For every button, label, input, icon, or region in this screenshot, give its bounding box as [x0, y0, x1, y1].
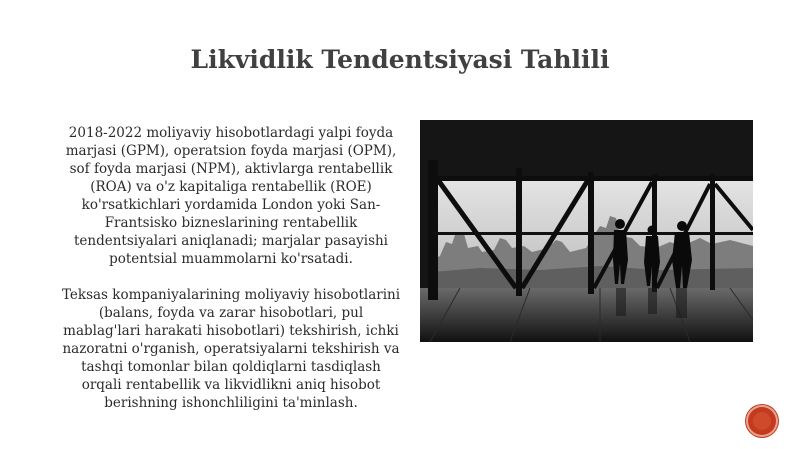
body-text — [60, 124, 402, 412]
paragraph-profitability: 2018-2022 moliyaviy hisobotlardagi yalpi foyda marjasi (GPM), operatsion foyda marjasi (OPM), sof foyda marjasi (NPM), aktivlarga rentabellik (ROA) va o'z kapitaliga rentabellik (ROE) ko'rsatkichlari yordamida London yoki San-Frantsisko bizneslarining rentabellik tendentsiyalari aniqlanadi; marjalar pasayishi potentsial muammolarni ko'rsatadi. — [65, 125, 397, 267]
office-window-silhouettes-photo — [420, 120, 753, 342]
paragraph-audit: Teksas kompaniyalarining moliyaviy hisobotlarini (balans, foyda va zarar hisobotlari, pul mablag'lari harakati hisobotlari) tekshirish, ichki nazoratni o'rganish, operatsiyalarni tekshirish va tashqi tomonlar bilan qoldiqlarni tasdiqlash orqali rentabellik va likvidlikni aniq hisobot berishning ishonchliligini ta'minlash. — [61, 287, 401, 411]
next-slide-button[interactable] — [748, 407, 776, 435]
slide-title: Likvidlik Tendentsiyasi Tahlili — [190, 44, 610, 74]
next-slide-circle-icon — [753, 412, 771, 430]
